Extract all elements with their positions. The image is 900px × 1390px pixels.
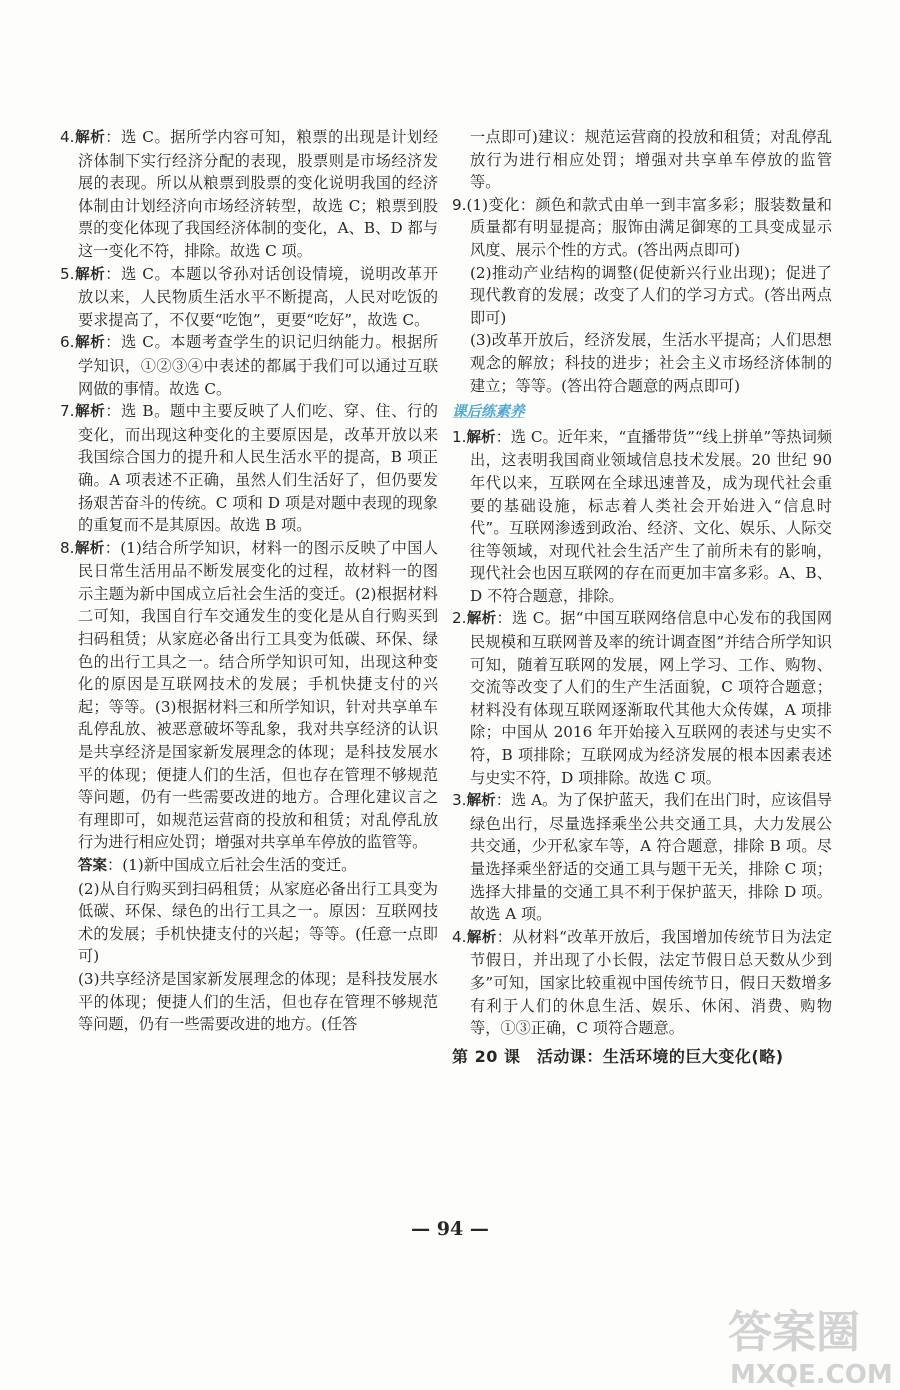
answer-item-7	[60, 400, 438, 537]
left-column	[60, 126, 438, 1036]
answer-item-6	[60, 331, 438, 400]
analysis-keyword: 解析	[466, 929, 497, 946]
analysis-text: ：选 C。本题考查学生的识记归纳能力。根据所学知识，①②③④中表述的都属于我们可以通过互联网做的事情。故选 C。	[78, 333, 439, 398]
watermark-logo	[722, 1295, 898, 1390]
answer-keyword: 答案	[78, 858, 107, 874]
analysis-text: ：选 B。题中主要反映了人们吃、穿、住、行的变化，而出现这种变化的主要原因是，改革开放以来我国综合国力的提升和人民生活水平的提高，B 项正确。A 项表述不正确，虽然人们生活好了，但仍要发扬艰苦奋斗的传统。C 项和 D 项是对题中表现的现象的重复而不是其原因。故选 B 项。	[78, 402, 438, 535]
section-title: 课后练素养	[452, 404, 525, 421]
page-number: — 94 —	[411, 1218, 489, 1240]
item-number: 6.	[60, 333, 75, 352]
answer-line-2: (2)从自行购买到扫码租赁；从家庭必备出行工具变为低碳、环保、绿色的出行工具之一。原因：互联网技术的发展；手机快捷支付的兴起；等等。(任意一点即可)	[78, 879, 438, 966]
analysis-keyword: 解析	[74, 404, 106, 421]
analysis-text: ：选 C。近年来，“直播带货”“线上拼单”等热词频出，这表明我国商业领域信息技术发展。20 世纪 90 年代以来，互联网在全球迅速普及，成为现代社会重要的基础设施，标志着人类社会开始进入“信息时代”。互联网渗透到政治、经济、文化、娱乐、人际交往等领域，对现代社会生活产生了前所未有的影响，现代社会也因互联网的存在而更加丰富多彩。A、B、D 不符合题意，排除。	[470, 427, 833, 605]
analysis-keyword: 解析	[466, 429, 496, 446]
analysis-keyword: 解析	[74, 335, 106, 352]
answer-item-8	[60, 537, 438, 854]
answer-line-1	[60, 854, 438, 878]
page-number-value: 94	[436, 1218, 464, 1240]
watermark-top: 答案圈	[728, 1307, 860, 1358]
analysis-text: ：选 A。为了保护蓝天，我们在出门时，应该倡导绿色出行，尽量选择乘坐公共交通工具，大力发展公共交通，少开私家车等，A 符合题意，排除 B 项。尽量选择乘坐舒适的交通工具与题干无关，排除 C 项；选择大排量的交通工具不利于保护蓝天，排除 D 项。故选 A 项。	[470, 791, 833, 924]
item9-part3: (3)改革开放后，经济发展，生活水平提高；人们思想观念的解放；科技的进步；社会主义市场经济体制的建立；等等。(答出符合题意的两点即可)	[470, 331, 832, 395]
practice-item-3	[452, 789, 832, 926]
item-number: 3.	[452, 791, 467, 810]
item-number: 9.	[452, 195, 467, 214]
watermark-bottom: MXQE.COM	[730, 1360, 893, 1390]
item-number: 2.	[452, 609, 467, 628]
item9-part2: (2)推动产业结构的调整(促使新兴行业出现)；促进了现代教育的发展；改变了人们的学习方式。(答出两点即可)	[470, 263, 832, 327]
answer-item-9	[452, 194, 832, 262]
item-number: 7.	[60, 402, 75, 421]
analysis-keyword: 解析	[74, 266, 106, 283]
continuation-text: 一点即可)建议：规范运营商的投放和租赁；对乱停乱放行为进行相应处罚；增强对共享单车停放的监管等。	[470, 128, 832, 192]
item9-part1: (1)变化：颜色和款式由单一到丰富多彩；服装数量和质量都有明显提高；服饰由满足御寒的工具变成显示风度、展示个性的方式。(答出两点即可)	[466, 195, 832, 259]
analysis-text: ：选 C。据“中国互联网络信息中心发布的我国网民规模和互联网普及率的统计调查图”并结合所学知识可知，随着互联网的发展，网上学习、工作、购物、交流等改变了人们的生产生活面貌，C 项符合题意；材料没有体现互联网逐渐取代其他大众传媒，A 项排除；中国从 2016 年开始接入互联网的表述与史实不符，B 项排除；互联网成为经济发展的根本因素表述与史实不符，D 项排除。故选 C 项。	[470, 609, 833, 787]
analysis-keyword: 解析	[74, 540, 105, 557]
item-number: 4.	[60, 128, 75, 146]
answer-text: ：(1)新中国成立后社会生活的变迁。	[107, 856, 357, 874]
practice-item-1	[452, 426, 832, 608]
analysis-keyword: 解析	[74, 130, 106, 146]
item-number: 4.	[452, 927, 467, 946]
answer-item-5	[60, 263, 438, 332]
item-number: 8.	[60, 538, 75, 557]
right-column	[452, 126, 832, 1068]
analysis-text: ：从材料“改革开放后，我国增加传统节日为法定节假日，并出现了小长假，法定节假日总天数从少到多”可知，国家比较重视中国传统节日，假日天数增多有利于人们的休息生活、娱乐、休闲、消费、购物等，①③正确，C 项符合题意。	[470, 927, 833, 1038]
answer-item-4	[60, 126, 438, 263]
item-number: 1.	[452, 427, 467, 446]
lesson-title: 第 20 课 活动课：生活环境的巨大变化(略)	[452, 1046, 784, 1066]
analysis-text: ：选 C。据所学内容可知，粮票的出现是计划经济体制下实行经济分配的表现，股票则是市场经济发展的表现。所以从粮票到股票的变化说明我国的经济体制由计划经济向市场经济转型，故选 C；粮票到股票的变化体现了我国经济体制的变化，A、B、D 都与这一变化不符，排除。故选 C 项。	[78, 128, 439, 260]
analysis-text: ：(1)结合所学知识，材料一的图示反映了中国人民日常生活用品不断发展变化的过程，故材料一的图示主题为新中国成立后社会生活的变迁。(2)根据材料二可知，我国自行车交通发生的变化是从自行购买到扫码租赁；从家庭必备出行工具变为低碳、环保、绿色的出行工具之一。结合所学知识可知，出现这种变化的原因是互联网技术的发展；手机快捷支付的兴起；等等。(3)根据材料三和所学知识，针对共享单车乱停乱放、被恶意破坏等乱象，我对共享经济的认识是共享经济是国家新发展理念的体现；是科技发展水平的体现；便捷人们的生活，但也存在管理不够规范等问题，仍有一些需要改进的地方。合理化建议言之有理即可，如规范运营商的投放和租赁；对乱停乱放行为进行相应处罚；增强对共享单车停放的监管等。	[78, 538, 439, 852]
practice-item-2	[452, 607, 832, 789]
analysis-keyword: 解析	[466, 611, 497, 628]
practice-item-4	[452, 926, 832, 1040]
analysis-text: ：选 C。本题以爷孙对话创设情境，说明改革开放以来，人民物质生活水平不断提高，人民对吃饭的要求提高了，不仅要“吃饱”，更要“吃好”，故选 C。	[78, 264, 439, 329]
analysis-keyword: 解析	[466, 793, 496, 810]
answer-line-3: (3)共享经济是国家新发展理念的体现；是科技发展水平的体现；便捷人们的生活，但也存在管理不够规范等问题，仍有一些需要改进的地方。(任答	[78, 969, 438, 1034]
item-number: 5.	[60, 264, 75, 283]
